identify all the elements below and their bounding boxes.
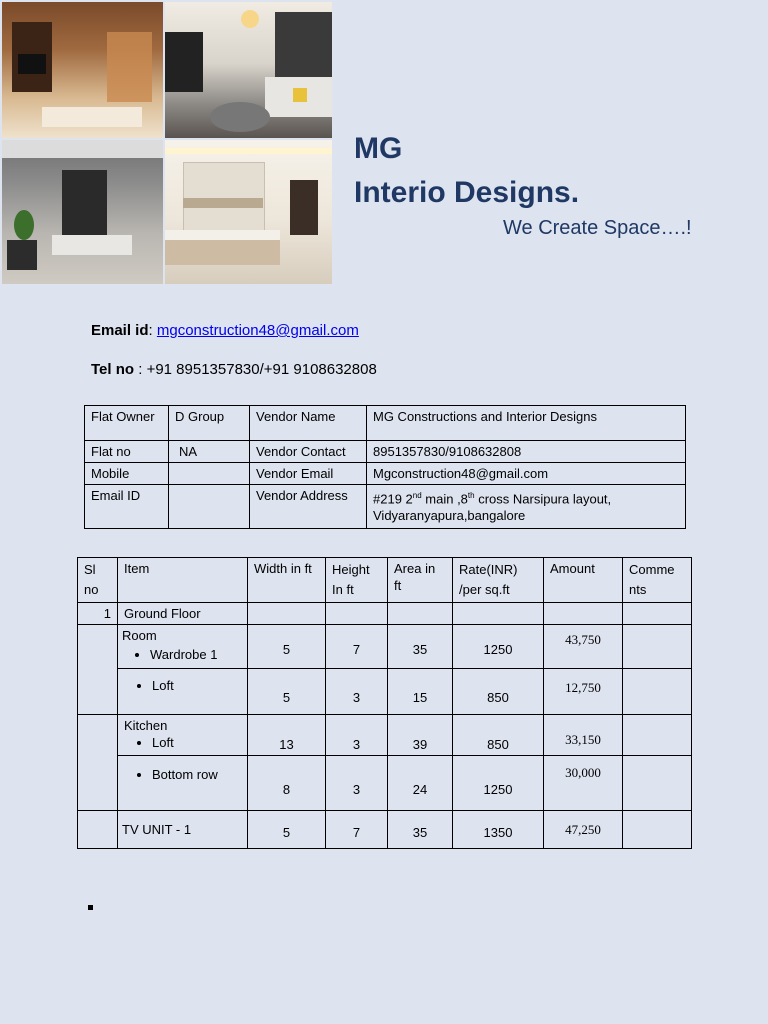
- header-area: Area in ft: [388, 558, 453, 603]
- table-row: [78, 669, 692, 715]
- info-table: [84, 405, 686, 529]
- photo-bedroom: [165, 140, 332, 284]
- tel-label: Tel no: [91, 361, 135, 378]
- vendor-email-label: Vendor Email: [250, 463, 367, 485]
- vendor-address-label: Vendor Address: [250, 485, 367, 529]
- row-area: 15: [388, 669, 453, 715]
- row-amount: 43,750: [544, 625, 623, 669]
- table-row: [78, 715, 692, 756]
- photo-grey-living: [2, 140, 163, 284]
- row-item: TV UNIT - 1: [118, 811, 248, 849]
- room-label: Room: [122, 628, 157, 643]
- row-item: • Bottom row: [152, 766, 241, 784]
- row-amount: 33,150: [544, 715, 623, 756]
- kitchen-cell: [118, 715, 248, 756]
- row-height: 7: [326, 625, 388, 669]
- address-line2: Vidyaranyapura,bangalore: [373, 508, 526, 524]
- address-part: #219 2: [373, 491, 413, 507]
- flat-owner-value: D Group: [169, 406, 250, 441]
- row-area: 35: [388, 625, 453, 669]
- vendor-contact-value: 8951357830/9108632808: [367, 441, 686, 463]
- row-area: 39: [388, 715, 453, 756]
- vendor-address-value: [367, 485, 686, 529]
- row-width: 8: [248, 756, 326, 811]
- header-amount: Amount: [544, 558, 623, 603]
- row-area: 24: [388, 756, 453, 811]
- table-row: [78, 811, 692, 849]
- vendor-contact-label: Vendor Contact: [250, 441, 367, 463]
- mobile-value: [169, 463, 250, 485]
- header-item: Item: [118, 558, 248, 603]
- kitchen-label: Kitchen: [124, 718, 168, 733]
- table-row: [78, 625, 692, 669]
- section-label: Ground Floor: [118, 603, 248, 625]
- photo-living-room-warm: [2, 2, 163, 138]
- email-link[interactable]: mgconstruction48@gmail.com: [156, 322, 359, 339]
- vendor-name-label: Vendor Name: [250, 406, 367, 441]
- brand-mg: MG: [354, 132, 403, 165]
- email-label: Email id: [91, 322, 149, 339]
- header-sl: Sl no: [78, 558, 118, 603]
- brand-name: Interio Designs.: [354, 176, 580, 209]
- tagline: We Create Space….!: [503, 217, 692, 239]
- row-rate: 1250: [453, 756, 544, 811]
- row-height: 3: [326, 715, 388, 756]
- table-row: [78, 756, 692, 811]
- room-cell: [118, 625, 248, 669]
- row-rate: 1350: [453, 811, 544, 849]
- section-sl: 1: [78, 603, 118, 625]
- tel-line: [91, 361, 377, 379]
- flat-no-label: Flat no: [85, 441, 169, 463]
- interior-photo-collage: [2, 2, 332, 284]
- row-item: • Loft: [152, 734, 241, 752]
- header-rate: Rate(INR) /per sq.ft: [453, 558, 544, 603]
- header-height: Height In ft: [326, 558, 388, 603]
- header-width: Width in ft: [248, 558, 326, 603]
- vendor-email-value: Mgconstruction48@gmail.com: [367, 463, 686, 485]
- header-comments: Comme nts: [623, 558, 692, 603]
- address-part: main ,8: [421, 491, 468, 507]
- row-area: 35: [388, 811, 453, 849]
- row-amount: 47,250: [544, 811, 623, 849]
- row-item: • Wardrobe 1: [150, 646, 241, 664]
- row-width: 5: [248, 625, 326, 669]
- bullet-marker: [88, 905, 93, 910]
- email-id-label: Email ID: [85, 485, 169, 529]
- mobile-label: Mobile: [85, 463, 169, 485]
- address-sup: th: [467, 491, 475, 500]
- row-width: 5: [248, 811, 326, 849]
- row-item: • Loft: [152, 677, 241, 695]
- photo-modern-lounge: [165, 2, 332, 138]
- row-rate: 850: [453, 669, 544, 715]
- row-width: 5: [248, 669, 326, 715]
- vendor-name-value: MG Constructions and Interior Designs: [367, 406, 686, 441]
- address-part: cross Narsipura layout,: [474, 491, 612, 507]
- email-id-value: [169, 485, 250, 529]
- address-sup: nd: [412, 491, 422, 500]
- quote-table: [77, 557, 692, 849]
- row-width: 13: [248, 715, 326, 756]
- tel-value: : +91 8951357830/+91 9108632808: [138, 361, 377, 378]
- row-height: 7: [326, 811, 388, 849]
- row-rate: 850: [453, 715, 544, 756]
- email-line: Email id: mgconstruction48@gmail.com: [91, 322, 359, 339]
- row-rate: 1250: [453, 625, 544, 669]
- row-amount: 30,000: [544, 756, 623, 811]
- row-amount: 12,750: [544, 669, 623, 715]
- flat-owner-label: Flat Owner: [85, 406, 169, 441]
- row-height: 3: [326, 669, 388, 715]
- row-height: 3: [326, 756, 388, 811]
- flat-no-value: NA: [169, 441, 250, 463]
